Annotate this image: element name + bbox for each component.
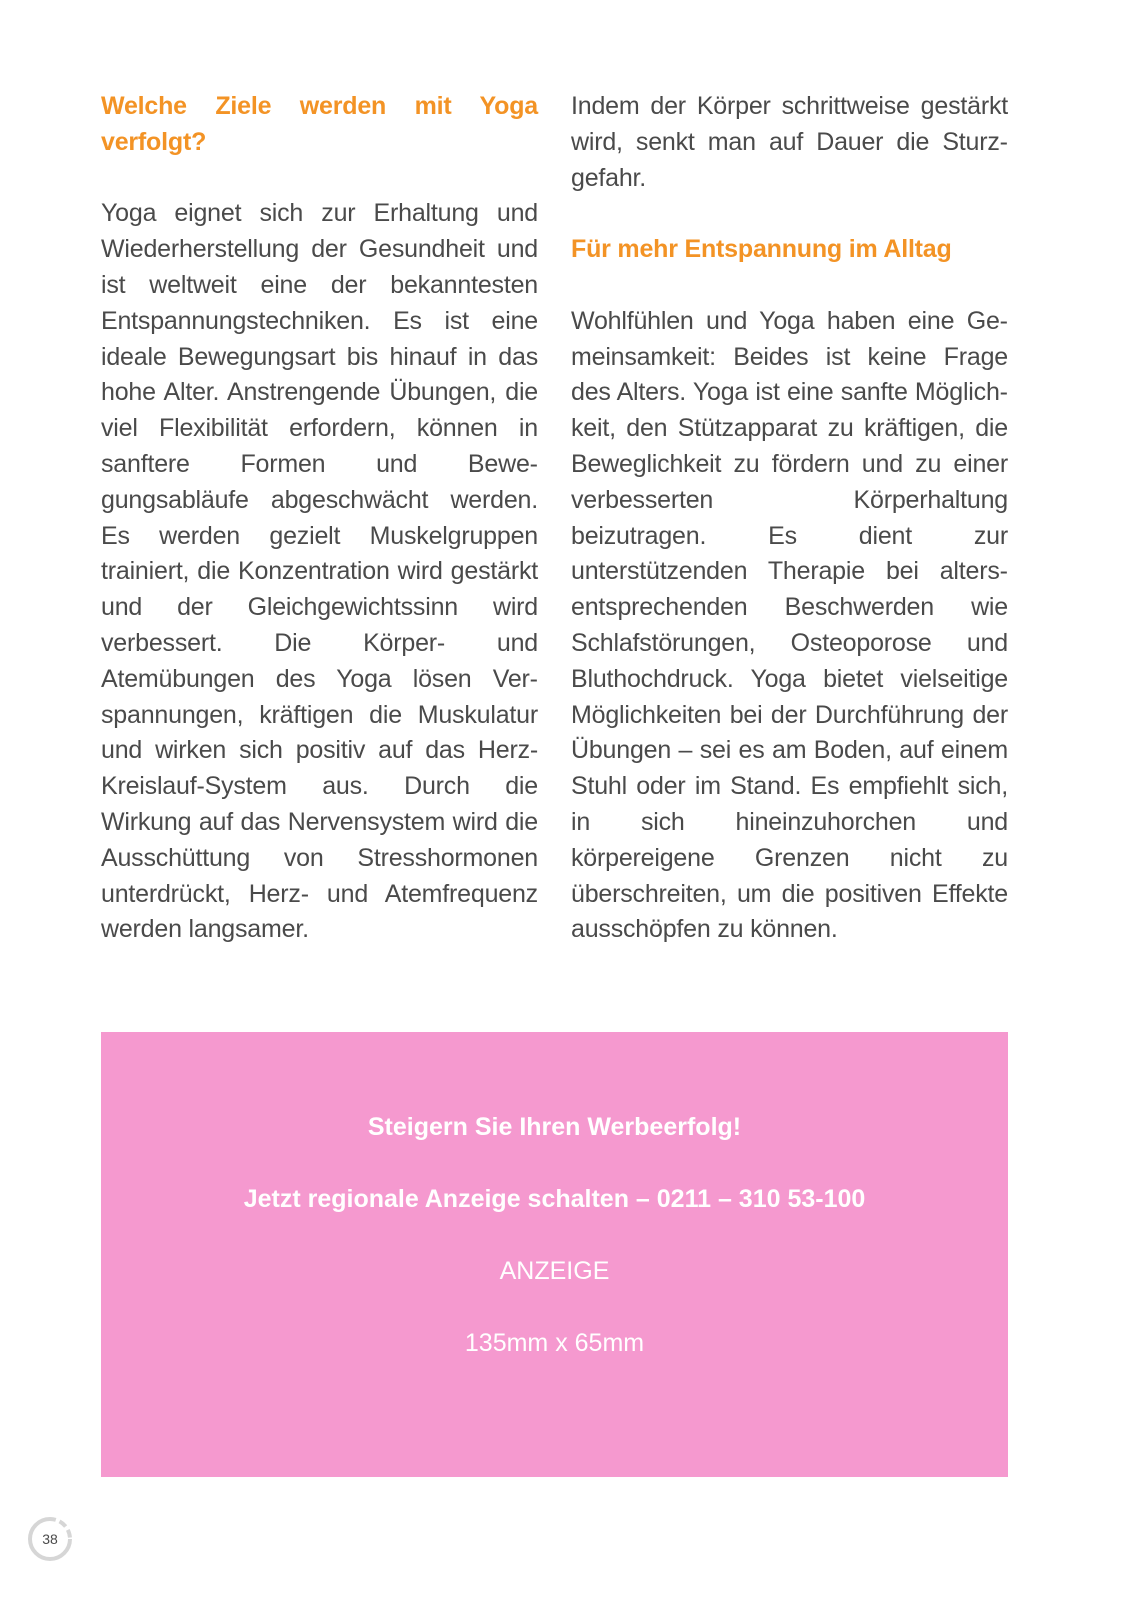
right-column [571, 89, 1008, 948]
paragraph-relaxation: Wohlfühlen und Yoga haben eine Gemeinsamkeit: Beides ist keine Frage des Alters. Yoga ist eine sanfte Möglichkeit, den Stützapparat zu kräftigen, die Beweglichkeit zu fördern und zu einer verbesserten Körperhaltung beizutragen. Es dient zur unterstützenden Therapie bei altersentsprechenden Beschwerden wie Schlafstörungen, Osteoporose und Bluthochdruck. Yoga bietet vielseitige Möglichkeiten bei der Durchführung der Übungen – sei es am Boden, auf einem Stuhl oder im Stand. Es empfiehlt sich, in sich hineinzuhorchen und körpereigene Grenzen nicht zu überschreiten, um die positiven Effekte ausschöpfen zu können. [571, 306, 1008, 944]
page-number: 38 [42, 1531, 58, 1547]
paragraph-goals: Yoga eignet sich zur Erhaltung und Wiederherstellung der Gesundheit und ist weltweit eine der bekanntesten Entspannungstechniken. Es ist eine ideale Bewegungsart bis hinauf in das hohe Alter. Anstrengende Übungen, die viel Flexibilität erfordern, können in sanftere Formen und Bewegungsabläufe abgeschwächt werden. Es werden gezielt Muskelgruppen trainiert, die Konzentration wird gestärkt und der Gleichgewichtssinn wird verbessert. Die Körper- und Atemübungen des Yoga lösen Verspannungen, kräftigen die Muskulatur und wirken sich positiv auf das Herz-Kreislauf-System aus. Durch die Wirkung auf das Nervensystem wird die Ausschüttung von Stresshormonen unterdrückt, Herz- und Atemfrequenz werden langsamer. [101, 199, 538, 944]
ad-label: ANZEIGE [499, 1257, 610, 1285]
ad-headline: Steigern Sie Ihren Werbeerfolg! [367, 1113, 742, 1141]
left-column [101, 89, 538, 948]
advertisement-box [101, 1032, 1008, 1477]
paragraph-continuation: Indem der Körper schrittweise gestärkt wird, senkt man auf Dauer die Sturzgefahr. [571, 92, 1008, 192]
section-heading-goals: Welche Ziele werden mit Yoga verfolgt? [101, 92, 538, 156]
ad-size: 135mm x 65mm [464, 1329, 645, 1357]
ad-contact-line: Jetzt regionale Anzeige schalten – 0211 – 310 53-100 [243, 1185, 866, 1213]
page-number-badge [26, 1515, 74, 1563]
section-heading-relaxation: Für mehr Entspannung im Alltag [571, 235, 952, 264]
